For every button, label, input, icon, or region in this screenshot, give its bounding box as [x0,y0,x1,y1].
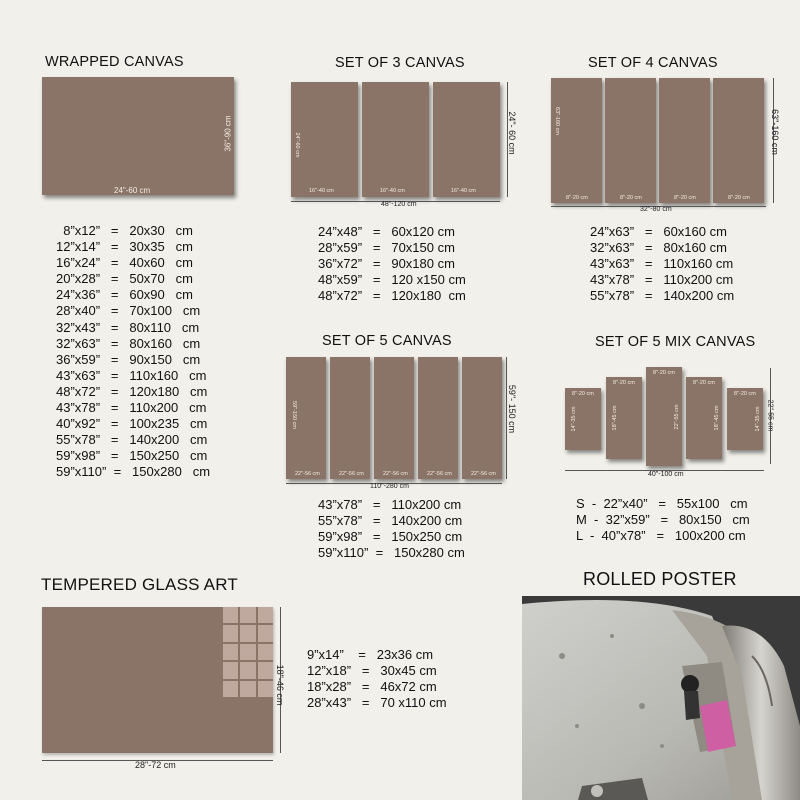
mix5-size-row: M - 32”x59” = 80x150 cm [576,512,750,528]
wrapped-size-row: 32”x63” = 80x160 cm [56,335,201,351]
mix5-side-label: 14"-35 cm [755,406,761,432]
set5-panel-3 [374,357,414,479]
wrapped-size-row: 59”x110” = 150x280 cm [56,464,211,480]
set5-size-row: 59”x110” = 150x280 cm [318,545,465,561]
wrapped-size-row: 12”x14” = 30x35 cm [56,239,193,255]
set4-size-row: 32”x63” = 80x160 cm [590,240,727,256]
mix5-title: SET OF 5 MIX CANVAS [595,334,756,350]
set3-sizes-list [318,224,466,304]
wrapped-width-label: 24"-60 cm [114,186,151,195]
set3-panel-label: 16"-40 cm [309,188,334,194]
set5-panel-2 [330,357,370,479]
glass-reflection [223,607,273,697]
set4-sizes-list [590,224,734,304]
set3-width-label: 48"-120 cm [381,201,417,208]
mix5-panel-2 [606,377,642,459]
mix5-size-row: S - 22”x40” = 55x100 cm [576,496,748,511]
mix5-side-label: 22"-55 cm [674,404,680,429]
mix5-side-label: 18"-45 cm [714,405,720,431]
set5-panel-label: 22"-56 cm [339,471,364,477]
wrapped-size-row: 28”x40” = 70x100 cm [56,303,201,319]
glass-sizes-list [307,647,447,711]
set4-panel-label: 8"-20 cm [620,195,642,201]
poster-title: ROLLED POSTER [583,569,737,589]
set5-panel-label: 22"-56 cm [471,471,496,477]
mix5-size-row: L - 40”x78” = 100x200 cm [576,528,746,544]
set5-title: SET OF 5 CANVAS [322,333,452,349]
glass-panel [42,607,273,753]
set4-panel-4 [713,78,764,203]
set5-panel-1 [286,357,326,479]
wrapped-size-row: 40”x92” = 100x235 cm [56,416,208,432]
set3-size-row: 36”x72” = 90x180 cm [318,256,455,272]
mix5-width-label: 40"-100 cm [648,471,684,478]
glass-size-row: 9”x14” = 23x36 cm [307,647,434,662]
set4-title: SET OF 4 CANVAS [588,55,718,71]
mix5-panel-1 [565,388,601,450]
wrapped-size-row: 43”x78” = 110x200 cm [56,400,207,416]
rolled-poster-illustration [522,596,800,800]
set4-panel-1 [551,78,602,203]
set3-title: SET OF 3 CANVAS [335,55,465,71]
set5-panel-4 [418,357,458,479]
wrapped-sizes-list [56,223,210,481]
set3-size-row: 24”x48” = 60x120 cm [318,224,455,239]
mix5-panel-5 [727,388,763,450]
set5-height-label: 59"- 150 cm [507,384,517,434]
mix5-top-label: 8"-20 cm [653,370,675,376]
set5-sizes-list [318,497,465,561]
set3-panel-label: 16"-40 cm [451,188,476,194]
set3-panel-label: 16"-40 cm [380,188,405,194]
glass-size-row: 18”x28” = 46x72 cm [307,679,437,695]
set4-panel-3 [659,78,710,203]
glass-size-row: 12”x18” = 30x45 cm [307,663,437,679]
wrapped-size-row: 48”x72” = 120x180 cm [56,383,208,399]
wrapped-size-row: 59”x98” = 150x250 cm [56,448,208,464]
set4-panel-label: 8"-20 cm [566,195,588,201]
set4-size-row: 55”x78” = 140x200 cm [590,288,735,304]
set3-size-row: 28”x59” = 70x150 cm [318,240,455,256]
mix5-panel-3 [646,367,682,466]
wrapped-size-row: 55”x78” = 140x200 cm [56,432,208,448]
glass-title: TEMPERED GLASS ART [41,575,238,594]
set4-height-label: 63"-160 cm [770,109,780,155]
set4-panel-label: 8"-20 cm [728,195,750,201]
glass-height-label: 18"-46 cm [275,664,285,706]
mix5-top-label: 8"-20 cm [693,380,715,386]
mix5-height-label: 22"-55 cm [766,399,774,432]
set5-size-row: 59”x98” = 150x250 cm [318,529,463,545]
mix5-top-label: 8"-20 cm [613,380,635,386]
set5-panel-5 [462,357,502,479]
mix5-panel-4 [686,377,722,459]
wrapped-canvas-title: WRAPPED CANVAS [45,54,184,70]
set4-size-row: 43”x63” = 110x160 cm [590,256,734,272]
set4-side-label: 63"-160 cm [554,107,560,135]
set3-size-row: 48”x72” = 120x180 cm [318,288,466,304]
set3-panel-1 [291,82,358,197]
glass-size-row: 28”x43” = 70 x110 cm [307,695,447,711]
wrapped-size-row: 16”x24” = 40x60 cm [56,255,193,271]
set4-size-row: 24”x63” = 60x160 cm [590,224,727,239]
wrapped-size-row: 32”x43” = 80x110 cm [56,319,200,335]
set5-size-row: 55”x78” = 140x200 cm [318,513,463,529]
mix5-top-label: 8"-20 cm [572,391,594,397]
set4-width-label: 32"-80 cm [640,206,672,213]
set5-panel-label: 22"-56 cm [427,471,452,477]
set3-panel-2 [362,82,429,197]
set4-size-row: 43”x78” = 110x200 cm [590,272,734,288]
wrapped-size-row: 43”x63” = 110x160 cm [56,367,207,383]
set3-side-label: 24"-60 cm [294,132,300,158]
set4-panel-label: 8"-20 cm [674,195,696,201]
wrapped-size-row: 8”x12” = 20x30 cm [56,223,193,238]
set5-width-label: 110"-280 cm [370,483,409,490]
glass-width-label: 28"-72 cm [135,760,176,770]
set3-panel-3 [433,82,500,197]
mix5-side-label: 14"-35 cm [571,406,577,432]
set5-side-label: 59"-150 cm [291,401,297,429]
rolled-poster-image [522,596,800,800]
set5-size-row: 43”x78” = 110x200 cm [318,497,462,512]
wrapped-size-row: 36”x59” = 90x150 cm [56,351,201,367]
set5-panel-label: 22"-56 cm [295,471,320,477]
wrapped-size-row: 20”x28” = 50x70 cm [56,271,193,287]
set3-size-row: 48”x59” = 120 x150 cm [318,272,466,288]
wrapped-size-row: 24”x36” = 60x90 cm [56,287,193,303]
set4-panel-2 [605,78,656,203]
mix5-sizes-list [576,496,750,544]
mix5-side-label: 18"-45 cm [612,405,618,431]
wrapped-canvas-panel [42,77,234,195]
set5-panel-label: 22"-56 cm [383,471,408,477]
mix5-top-label: 8"-20 cm [734,391,756,397]
set3-height-label: 24"- 60 cm [507,111,517,155]
wrapped-height-label: 36"-90 cm [223,115,233,152]
